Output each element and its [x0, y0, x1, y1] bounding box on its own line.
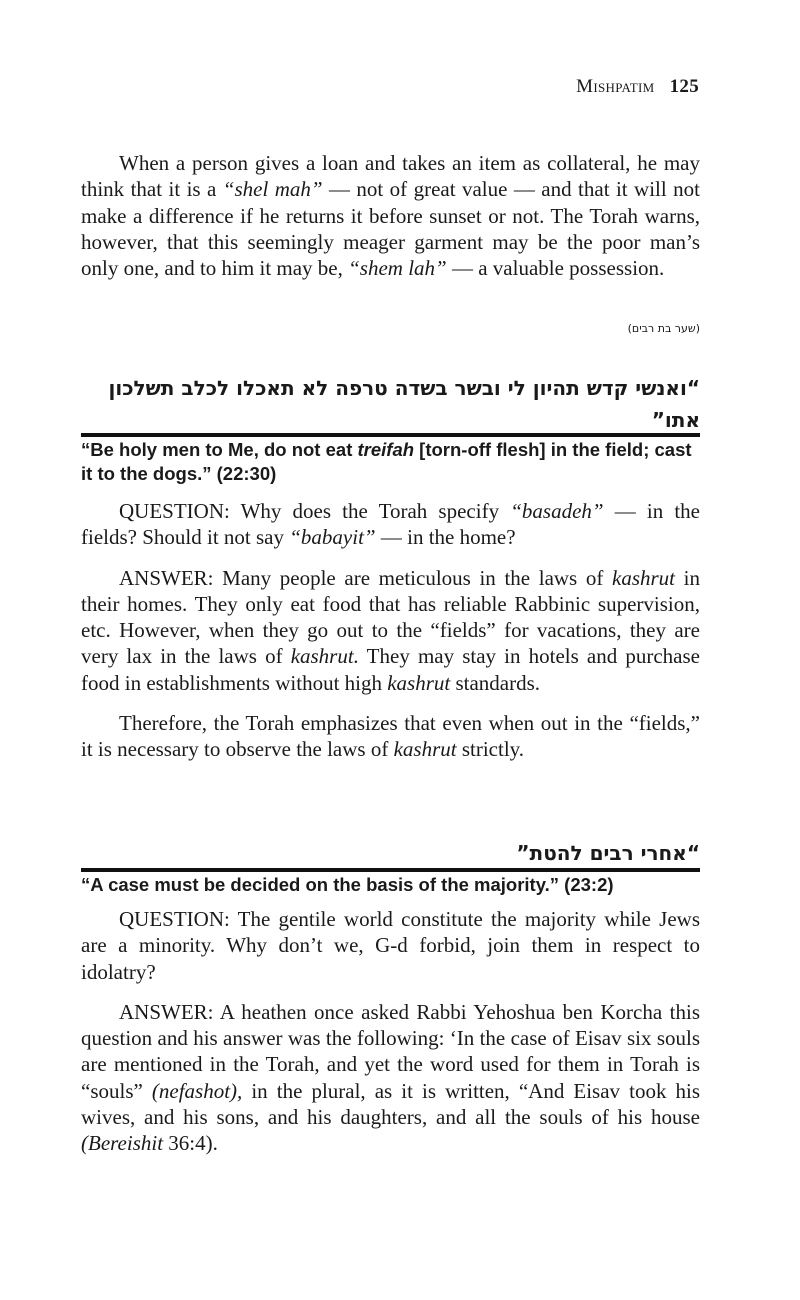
intro-paragraph-block [81, 150, 700, 281]
divider-rule-2 [81, 868, 700, 872]
answer-paragraph-1: ANSWER: Many people are meticulous in the laws of kashrut in their homes. They only eat food that has reliable Rabbinic supervision, etc. However, when they go out to the “fields” for vacations, they are very lax in the laws of kashrut. They may stay in hotels and purchase food in establishments without high kashrut standards. [81, 565, 700, 695]
question-paragraph-1: QUESTION: Why does the Torah specify “basadeh” — in the fields? Should it not say “babayit” — in the home? [81, 499, 700, 550]
answer-paragraph-2: ANSWER: A heathen once asked Rabbi Yehoshua ben Korcha this question and his answer was the following: ‘In the case of Eisav six souls are mentioned in the Torah, and yet the word used for them in Torah is “souls” (nefashot), in the plural, as it is written, “And Eisav took his wives, and his sons, and his daughters, and all the souls of his house (Bereishit 36:4). [81, 999, 701, 1156]
divider-rule-1 [81, 433, 700, 437]
intro-paragraph: When a person gives a loan and takes an item as collateral, he may think that it is a “shel mah” — not of great value — and that it will not make a difference if he returns it before sunset or not. The Torah warns, however, that this seemingly meager garment may be the poor man’s only one, and to him it may be, “shem lah” — a valuable possession. [81, 151, 700, 281]
verse-hebrew-1: “ואנשי קדש תהיון לי ובשר בשדה טרפה לא תאכלו לכלב תשלכון אתו” [108, 376, 700, 432]
term-shem-lah: “shem lah” [348, 256, 447, 281]
verse-hebrew-2: “אחרי רבים להטת” [516, 841, 700, 865]
conclusion-paragraph-1: Therefore, the Torah emphasizes that even when out in the “fields,” it is necessary to observe the laws of kashrut strictly. [81, 711, 700, 762]
section1-body [81, 498, 700, 763]
section2-body [81, 906, 700, 1157]
page-number: 125 [669, 76, 699, 97]
running-head [576, 76, 699, 98]
section-title: Mishpatim [576, 76, 655, 97]
term-shel-mah: “shel mah” [222, 177, 323, 202]
question-paragraph-2: QUESTION: The gentile world constitute the majority while Jews are a minority. Why don’t we, G-d forbid, join them in respect to idolatry? [81, 907, 700, 984]
verse-translation-1: “Be holy men to Me, do not eat treifah [torn-off flesh] in the field; cast it to the dogs.” (22:30) [81, 439, 692, 484]
verse-translation-2: “A case must be decided on the basis of the majority.” (23:2) [81, 874, 614, 895]
source-citation: (שער בת רבים) [627, 322, 700, 335]
